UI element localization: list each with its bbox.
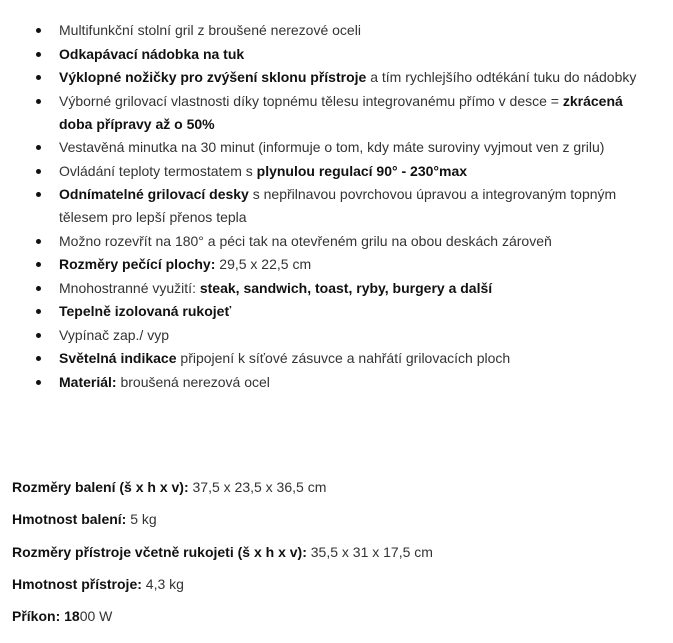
bold-text: Materiál: [59,373,117,390]
bold-text: plynulou regulací 90° - 230°max [256,162,468,179]
bullet-icon [36,380,41,385]
bullet-icon [36,75,41,80]
bold-text: Rozměry přístroje včetně rukojeti (š x h x v): [12,543,307,560]
feature-item [0,43,640,66]
text: 5 kg [126,511,157,528]
text: 29,5 x 22,5 cm [215,256,312,272]
spec-list [12,476,662,637]
spec-row [12,508,662,540]
bold-text: Odnímatelné grilovací desky [59,186,249,202]
feature-item [0,90,640,136]
text: 37,5 x 23,5 x 36,5 cm [188,479,327,495]
feature-item [0,230,640,253]
text: s nepřilnavou povrchovou úpravou a integrovaným topným tělesem pro lepší přenos tepla [59,186,617,225]
bold-text: Tepelně izolovaná rukojeť [59,303,232,319]
text: Mnohostranné využití: [59,279,200,296]
bullet-icon [36,309,41,314]
bullet-icon [36,99,41,104]
text: Možno rozevřít na 180° a péci tak na otevřeném grilu na obou deskách zároveň [59,232,552,249]
text: Vestavěná minutka na 30 minut (informuje o tom, kdy máte suroviny vyjmout ven z grilu) [59,139,605,155]
feature-item [0,183,640,229]
text: a tím rychlejšího odtékání tuku do nádobky [366,69,637,85]
bullet-icon [36,145,41,150]
text: připojení k síťové zásuvce a nahřátí grilovacích ploch [176,350,511,366]
feature-list [0,19,640,394]
bold-text: Hmotnost přístroje: [12,575,142,592]
text: Multifunkční stolní gril z broušené nerezové oceli [59,22,361,38]
bullet-icon [36,356,41,361]
bullet-icon [36,52,41,57]
bullet-icon [36,262,41,267]
bullet-icon [36,286,41,291]
spec-row [12,476,662,508]
bold-text: Světelná indikace [59,350,177,366]
bullet-icon [36,169,41,174]
text: Vypínač zap./ vyp [59,326,169,343]
bold-text: Hmotnost balení: [12,511,127,528]
feature-item [0,66,640,89]
feature-item [0,277,640,300]
feature-item [0,300,640,323]
bold-text: Odkapávací nádobka na tuk [59,45,245,62]
text: Výborné grilovací vlastnosti díky topnému tělesu integrovanému přímo v desce = [59,92,563,109]
feature-item [0,253,640,276]
feature-item [0,371,640,394]
bullet-icon [36,28,41,33]
bold-text: zkrácená doba přípravy až o 50% [59,92,623,132]
bold-text: Příkon: 18 [12,608,80,625]
spec-row [12,573,662,605]
feature-item [0,136,640,159]
bullet-icon [36,333,41,338]
feature-item [0,19,640,42]
bold-text: Výklopné nožičky pro zvýšení sklonu přístroje [59,69,367,85]
feature-item [0,347,640,370]
feature-item [0,160,640,183]
bold-text: steak, sandwich, toast, ryby, burgery a další [199,279,493,296]
spec-row [12,605,662,637]
bullet-icon [36,239,41,244]
text: 35,5 x 31 x 17,5 cm [306,543,433,560]
bold-text: Rozměry balení (š x h x v): [12,479,189,495]
bullet-icon [36,192,41,197]
text: Ovládání teploty termostatem s [59,162,257,179]
feature-item [0,324,640,347]
text: 00 W [79,608,113,625]
text: broušená nerezová ocel [116,373,270,390]
spec-row [12,541,662,573]
text: 4,3 kg [141,575,184,592]
bold-text: Rozměry pečící plochy: [59,256,216,272]
